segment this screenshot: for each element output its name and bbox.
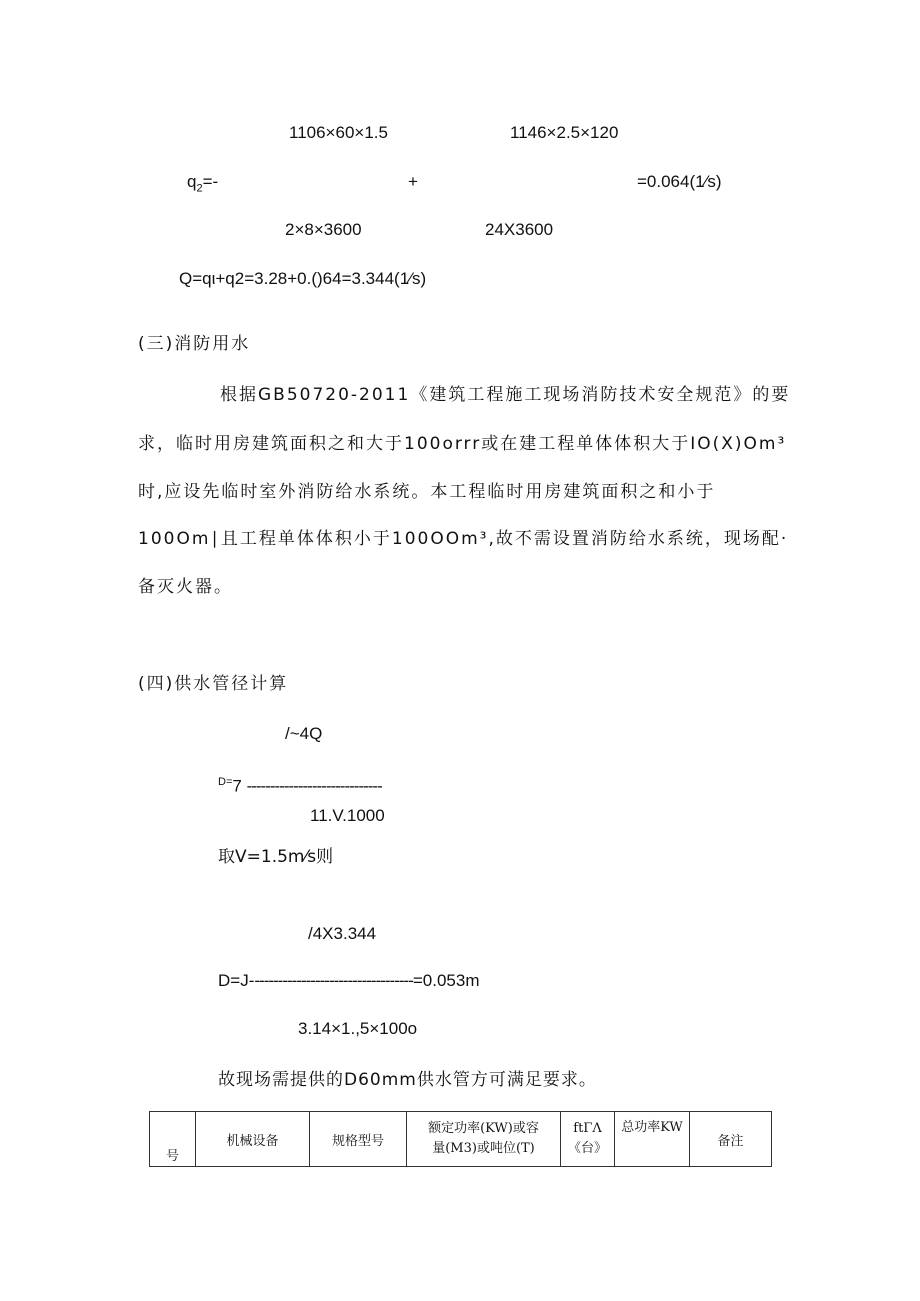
d-formula2-line <box>218 970 480 992</box>
section3-line-2: 求，临时用房建筑面积之和大于100orrr或在建工程单体体积大于IO(X)Om³ <box>138 434 787 454</box>
q2-lhs <box>187 171 218 199</box>
header-rated-power <box>407 1112 561 1167</box>
header-rated-power-line1: 额定功率(KW)或容 <box>428 1121 539 1136</box>
header-equipment: 机械设备 <box>196 1112 310 1167</box>
d-formula1-fraction-line: ----------------------------- <box>246 776 382 796</box>
d-formula2-numerator: /4X3.344 <box>308 924 377 943</box>
d-formula1-lhs-sup: D= <box>218 776 233 788</box>
d-formula2-fraction-line: ---------------------------------- <box>254 971 413 990</box>
conclusion: 故现场需提供的D60mm供水管方可满足要求。 <box>218 1070 597 1090</box>
q2-lhs-tail: =- <box>202 172 219 191</box>
header-model: 规格型号 <box>310 1112 407 1167</box>
header-total-power: 总功率KW <box>615 1112 690 1167</box>
take-velocity: 取V=1.5m⁄s则 <box>218 847 334 867</box>
header-remarks: 备注 <box>690 1112 772 1167</box>
d-formula1-denominator: 11.V.1000 <box>310 806 385 825</box>
q2-denominator-2: 24X3600 <box>485 220 554 239</box>
d-formula2-denominator: 3.14×1.,5×100o <box>298 1019 418 1038</box>
header-quantity <box>561 1112 615 1167</box>
header-rated-power-line2: 量(M3)或吨位(T) <box>432 1141 535 1156</box>
equipment-table <box>149 1111 772 1167</box>
q2-result: =0.064(1⁄s) <box>637 172 722 191</box>
q2-denominator-1: 2×8×3600 <box>285 220 362 239</box>
section3-heading: (三)消防用水 <box>138 334 251 354</box>
q2-lhs-sub: 2 <box>196 182 203 195</box>
d-formula2-result: =0.053m <box>412 971 480 990</box>
section3-line-5: 备灭火器。 <box>138 577 233 597</box>
formula-total-Q: Q=qι+q2=3.28+0.()64=3.344(1⁄s) <box>179 269 427 288</box>
q2-lhs-main: q <box>187 172 197 191</box>
q2-numerator-2: 1146×2.5×120 <box>510 123 619 142</box>
section3-line-3: 时,应设先临时室外消防给水系统。本工程临时用房建筑面积之和小于 <box>138 482 716 502</box>
header-quantity-line2: 《台》 <box>567 1141 607 1156</box>
q2-numerator-1: 1106×60×1.5 <box>289 123 388 142</box>
q2-plus: + <box>408 172 418 191</box>
d-formula1-numerator: /~4Q <box>285 724 323 743</box>
d-formula2-lhs: D=J- <box>218 971 255 990</box>
table-header-row <box>150 1112 772 1167</box>
header-number: 号 <box>150 1112 196 1167</box>
d-formula1-lhs <box>218 771 382 798</box>
section3-line-1: 根据GB50720-2011《建筑工程施工现场消防技术安全规范》的要 <box>220 385 791 405</box>
header-quantity-line1: ftΓΛ <box>573 1121 602 1136</box>
d-formula1-lhs-main: 7 <box>232 776 242 796</box>
section4-heading: (四)供水管径计算 <box>138 674 289 694</box>
section3-line-4: 100Om∣且工程单体体积小于100OOm³,故不需设置消防给水系统，现场配· <box>138 529 789 549</box>
